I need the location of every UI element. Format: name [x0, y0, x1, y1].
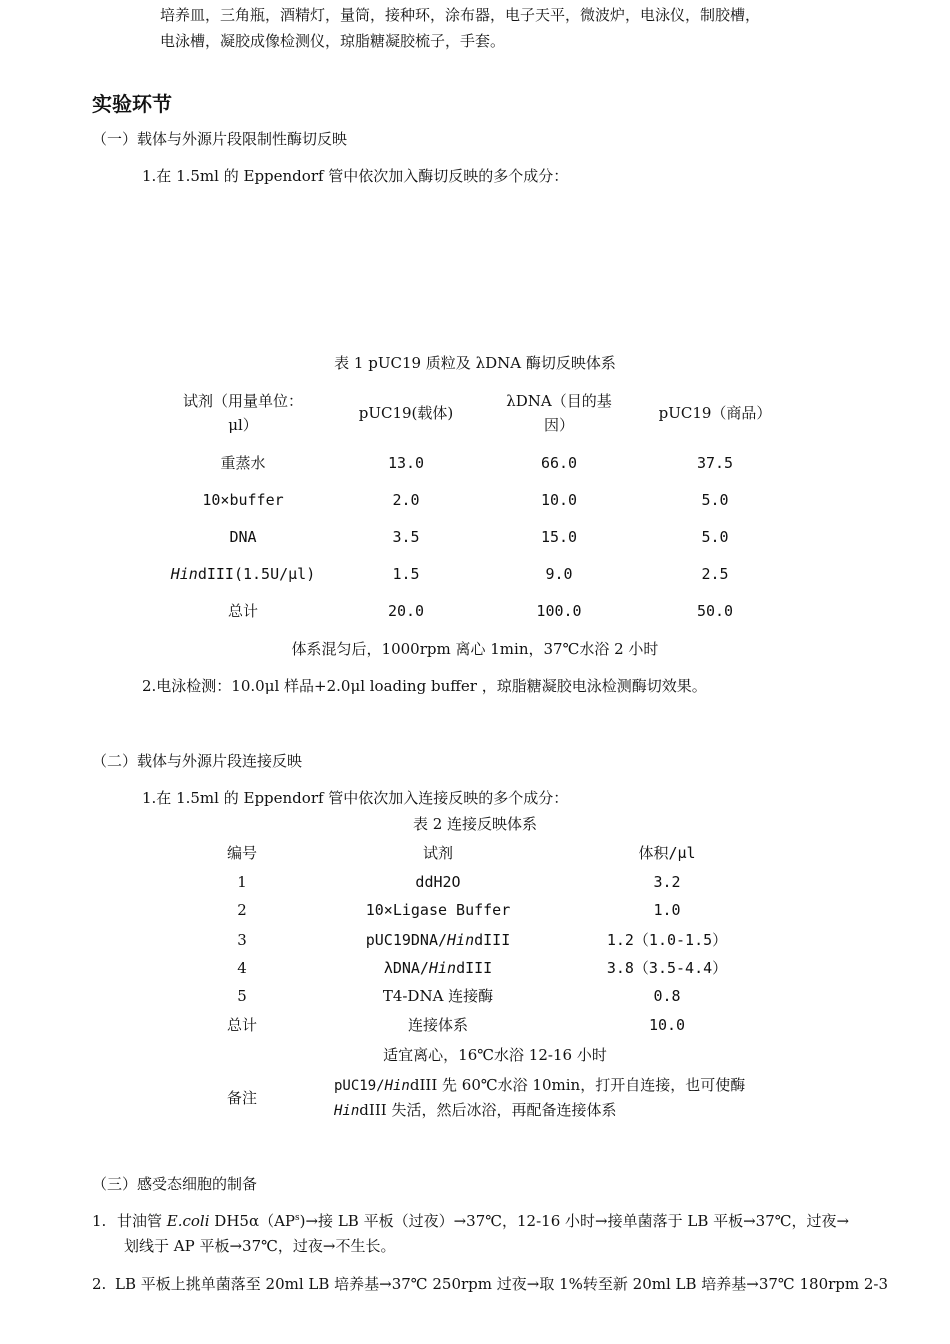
part1-step2: 2.电泳检测：10.0μl 样品+2.0μl loading buffer ，琼脂糖凝胶电泳检测酶切效果。	[142, 677, 707, 695]
part3-item2-line1: LB 平板上挑单菌落至 20ml LB 培养基→37℃ 250rpm 过夜→取 1%转至新 20ml LB 培养基→37℃ 180rpm 2-3	[115, 1275, 889, 1293]
table2-remark: pUC19/HindIII 先 60℃水浴 10min，打开自连接，也可使酶 HindIII 失活，然后冰浴，再配备连接体系	[334, 1076, 746, 1119]
part3-item1-line2: 划线于 AP 平板→37℃，过夜→不生长。	[124, 1237, 396, 1255]
table1-header-lambda: λDNA（目的基 因）	[506, 392, 612, 434]
table2-header-num: 编号	[226, 844, 257, 862]
table2-incubation: 适宜离心，16℃水浴 12-16 小时	[383, 1046, 607, 1064]
table1-header-commercial: pUC19（商品）	[658, 404, 772, 422]
table2-caption: 表 2 连接反映体系	[412, 815, 538, 833]
table1-header-reagent: 试剂（用量单位： μl）	[182, 392, 303, 434]
table2-remark-label: 备注	[226, 1089, 257, 1107]
part3-item2-number: 2.	[92, 1275, 107, 1293]
table1-footer: 体系混匀后，1000rpm 离心 1min，37℃水浴 2 小时	[291, 640, 659, 658]
part1-step1: 1.在 1.5ml 的 Eppendorf 管中依次加入酶切反映的多个成分：	[142, 167, 569, 185]
part2-heading: （二）载体与外源片段连接反映	[92, 752, 303, 770]
materials-line-1: 培养皿，三角瓶，酒精灯，量筒，接种环，涂布器，电子天平，微波炉，电泳仪，制胶槽，	[160, 6, 761, 24]
part3-item1-line1: 甘油管 E.coli $DH5\alpha(AP^s)\to$接 LB 平板（过夜）→37℃，12-16 小时→接单菌落于 LB 平板→37℃，过夜→	[117, 1212, 850, 1230]
part2-step1: 1.在 1.5ml 的 Eppendorf 管中依次加入连接反映的多个成分：	[142, 789, 569, 807]
table1-header-vector: pUC19(载体)	[358, 404, 454, 422]
table2-header-reagent: 试剂	[422, 844, 453, 862]
part3-heading: （三）感受态细胞的制备	[92, 1175, 258, 1193]
materials-line-2: 电泳槽，凝胶成像检测仪，琼脂糖凝胶梳子，手套。	[160, 32, 506, 50]
table2-header-volume: 体积/μl	[638, 844, 696, 862]
section-title: 实验环节	[92, 92, 172, 116]
part3-item1-number: 1.	[92, 1212, 107, 1230]
part1-heading: （一）载体与外源片段限制性酶切反映	[92, 130, 348, 148]
table1-caption: 表 1 pUC19 质粒及 λDNA 酶切反映体系	[334, 354, 616, 372]
